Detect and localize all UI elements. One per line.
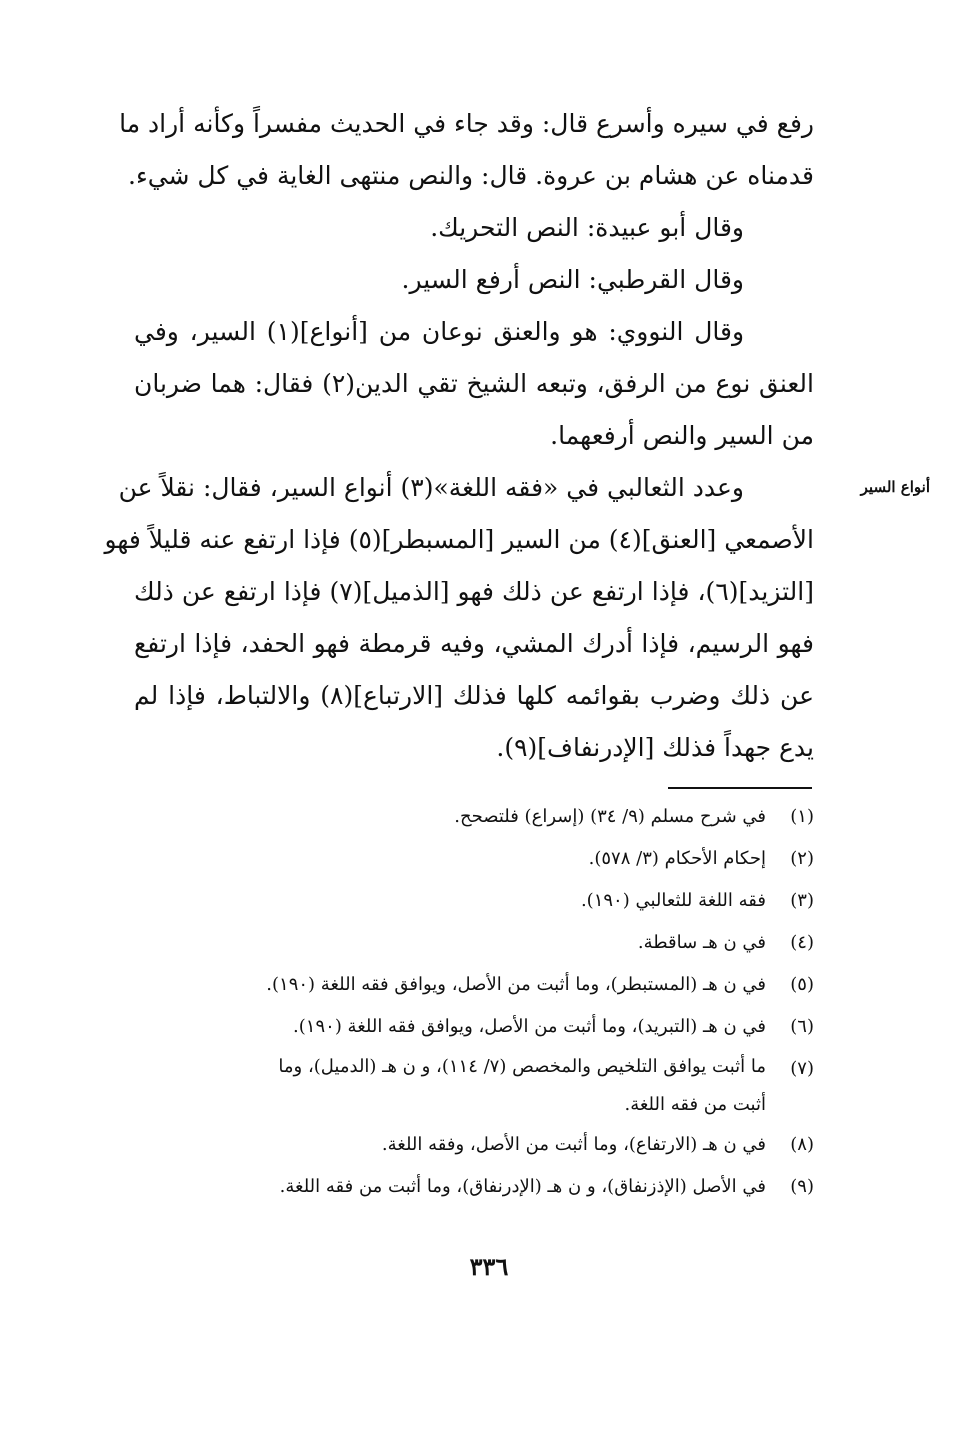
- footnote-number: (٨): [790, 1134, 814, 1155]
- text-line: العنق نوع من الرفق، وتبعه الشيخ تقي الدين(٢) فقال: هما ضربان: [134, 369, 814, 398]
- footnote-item: [134, 1006, 814, 1048]
- footnote-item: [134, 964, 814, 1006]
- footnote-number: (٤): [790, 932, 814, 953]
- main-text-block: [104, 98, 814, 774]
- text-line: وعدد الثعالبي في «فقه اللغة»(٣) أنواع السير، فقال: نقلاً عن: [118, 473, 744, 502]
- footnote-text: فقه اللغة للثعالبي (١٩٠).: [580, 890, 766, 911]
- text-line: وقال القرطبي: النص أرفع السير.: [401, 265, 744, 294]
- footnote-number: (٥): [790, 974, 814, 995]
- footnote-item: [134, 838, 814, 880]
- page-number: ٣٣٦: [469, 1252, 509, 1281]
- text-line: عن ذلك وضرب بقوائمه كلها فذلك [الارتباع](٨) والالتباط، فإذا لم: [134, 681, 814, 710]
- footnotes: [134, 796, 814, 1208]
- text-line: رفع في سيره وأسرع قال: وقد جاء في الحديث مفسراً وكأنه أراد ما: [119, 109, 814, 138]
- footnote-text: في شرح مسلم (٩/ ٣٤) (إسراع) فلتصحح.: [454, 806, 766, 827]
- footnote-number: (٣): [790, 890, 814, 911]
- footnote-number: (١): [790, 806, 814, 827]
- text-line: الأصمعي [العنق](٤) من السير [المسبطر](٥) فإذا ارتفع عنه قليلاً فهو: [104, 525, 814, 554]
- footnote-text: في ن هـ (المستبطر)، وما أثبت من الأصل، ويوافق فقه اللغة (١٩٠).: [266, 974, 766, 995]
- footnote-item: [134, 1166, 814, 1208]
- footnote-text: [134, 1048, 766, 1124]
- text-line: وقال أبو عبيدة: النص التحريك.: [430, 213, 744, 242]
- footnote-text-line: ما أثبت يوافق التلخيص والمخصص (٧/ ١١٤)، و ن هـ (الدميل)، وما: [278, 1056, 766, 1077]
- text-line: فهو الرسيم، فإذا أدرك المشي، وفيه قرمطة فهو الحفد، فإذا ارتفع: [134, 629, 814, 658]
- text-line: وقال النووي: هو والعنق نوعان من [أنواع](١) السير، وفي: [134, 317, 745, 346]
- footnote-text: في ن هـ ساقطة.: [637, 932, 766, 953]
- footnote-text: في الأصل (الإذزنفاق)، و ن هـ (الإدرنفاق)، وما أثبت من فقه اللغة.: [279, 1176, 766, 1197]
- margin-note: أنواع السير: [860, 478, 930, 496]
- footnote-number: (٩): [790, 1176, 814, 1197]
- footnote-item: [134, 880, 814, 922]
- footnote-number: (٧): [790, 1058, 814, 1079]
- footnote-item: [134, 922, 814, 964]
- footnote-number: (٦): [790, 1016, 814, 1037]
- footnote-number: (٢): [790, 848, 814, 869]
- footnote-item: [134, 1048, 814, 1124]
- footnote-text: إحكام الأحكام (٣/ ٥٧٨).: [588, 848, 766, 869]
- text-line: قدمناه عن هشام بن عروة. قال: والنص منتهى الغاية في كل شيء.: [128, 161, 814, 190]
- footnote-text: في ن هـ (التبريد)، وما أثبت من الأصل، ويوافق فقه اللغة (١٩٠).: [293, 1016, 766, 1037]
- text-line: [التزيد](٦)، فإذا ارتفع عن ذلك فهو [الذميل](٧) فإذا ارتفع عن ذلك: [134, 577, 814, 606]
- footnote-item: [134, 1124, 814, 1166]
- footnote-text-line: أثبت من فقه اللغة.: [624, 1094, 766, 1115]
- footnote-text: في ن هـ (الارتفاع)، وما أثبت من الأصل، وفقه اللغة.: [381, 1134, 766, 1155]
- text-line: يدع جهداً فذلك [الإدرنفاف](٩).: [496, 733, 814, 762]
- footnote-item: [134, 796, 814, 838]
- text-line: من السير والنص أرفعهما.: [550, 421, 814, 450]
- footnote-divider: [668, 787, 812, 789]
